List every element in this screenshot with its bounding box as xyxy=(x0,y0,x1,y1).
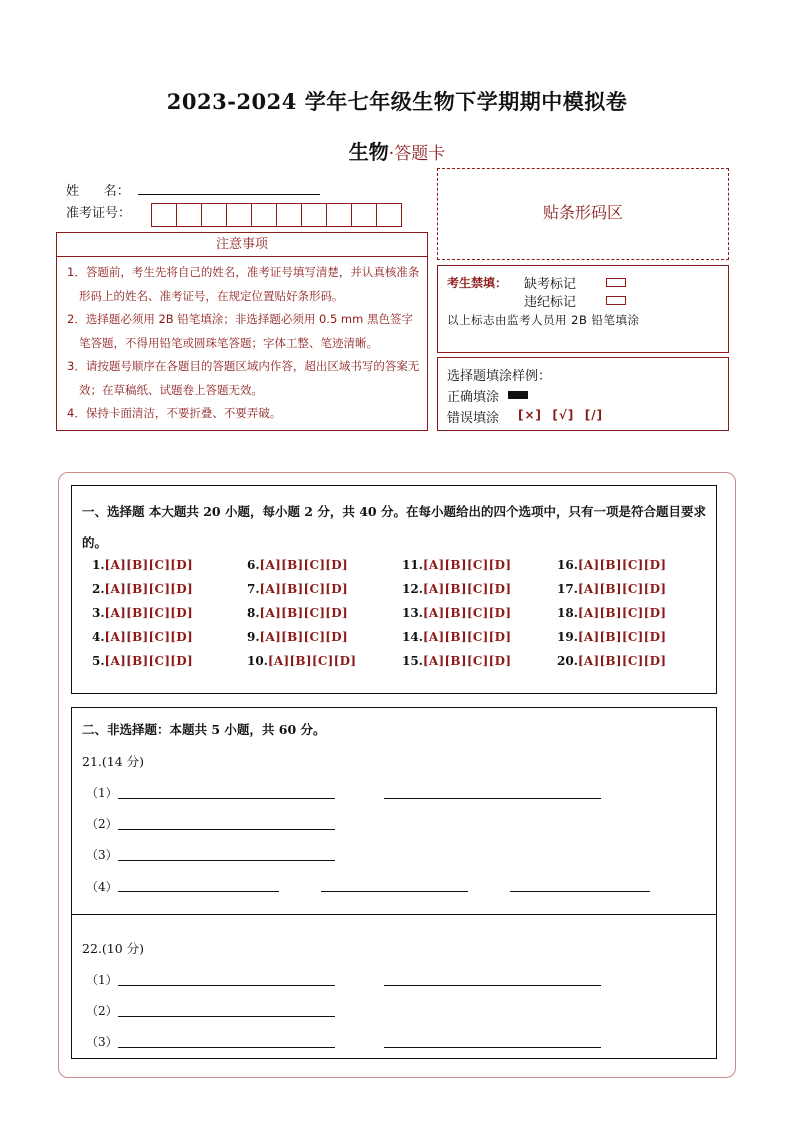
choice-options[interactable]: [A][B][C][D] xyxy=(259,606,348,620)
exam-number-digit-box[interactable] xyxy=(251,203,277,227)
choice-question-number: 5. xyxy=(92,654,105,668)
choice-options[interactable]: [A][B][C][D] xyxy=(267,654,357,668)
answer-line[interactable] xyxy=(384,1047,601,1048)
choice-question-number: 18. xyxy=(557,606,578,620)
exam-number-digit-box[interactable] xyxy=(376,203,402,227)
answer-line[interactable] xyxy=(384,798,601,799)
choice-options[interactable]: [A][B][C][D] xyxy=(577,654,667,668)
subject-title xyxy=(0,136,794,165)
choice-question-15[interactable] xyxy=(402,654,511,668)
page-title: 2023-2024 学年七年级生物下学期期中模拟卷 xyxy=(166,89,628,114)
choice-options[interactable]: [A][B][C][D] xyxy=(422,654,512,668)
choice-question-number: 15. xyxy=(402,654,423,668)
notice-item: 3．请按题号顺序在各题目的答题区域内作答，超出区域书写的答案无效；在草稿纸、试题卷上答题无效。 xyxy=(67,359,420,397)
notice-item: 4．保持卡面清洁，不要折叠、不要弄破。 xyxy=(67,406,282,420)
answer-line[interactable] xyxy=(384,985,601,986)
choice-question-number: 8. xyxy=(247,606,260,620)
question-21-part-1-label: （1） xyxy=(86,786,118,800)
choice-question-number: 4. xyxy=(92,630,105,644)
question-21-part-2-label: （2） xyxy=(86,817,118,831)
choice-question-17[interactable] xyxy=(557,582,666,596)
choice-question-number: 3. xyxy=(92,606,105,620)
choice-question-number: 14. xyxy=(402,630,423,644)
answer-line[interactable] xyxy=(118,985,335,986)
choice-question-4[interactable] xyxy=(92,630,193,644)
choice-question-number: 7. xyxy=(247,582,260,596)
proctor-only-label: 考生禁填： xyxy=(447,276,508,290)
choice-options[interactable]: [A][B][C][D] xyxy=(577,582,667,596)
choice-options[interactable]: [A][B][C][D] xyxy=(259,582,348,596)
answer-line[interactable] xyxy=(321,891,468,892)
choice-options[interactable]: [A][B][C][D] xyxy=(259,558,348,572)
choice-options[interactable]: [A][B][C][D] xyxy=(422,558,512,572)
exam-number-digit-box[interactable] xyxy=(151,203,177,227)
choice-options[interactable]: [A][B][C][D] xyxy=(259,630,348,644)
answer-line[interactable] xyxy=(118,829,335,830)
exam-number-digit-box[interactable] xyxy=(226,203,252,227)
choice-options[interactable]: [A][B][C][D] xyxy=(104,606,193,620)
absent-mark-box[interactable] xyxy=(606,278,626,287)
name-field[interactable] xyxy=(138,194,320,195)
question-22-part-3-label: （3） xyxy=(86,1035,118,1049)
answer-line[interactable] xyxy=(118,1016,335,1017)
question-22-part-2-label: （2） xyxy=(86,1004,118,1018)
question-22-title: 22.(10 分) xyxy=(82,941,145,956)
exam-number-digit-box[interactable] xyxy=(326,203,352,227)
exam-number-digit-box[interactable] xyxy=(301,203,327,227)
choice-question-11[interactable] xyxy=(402,558,511,572)
wrong-fill-label: 错误填涂 xyxy=(447,411,500,426)
choice-question-number: 20. xyxy=(557,654,578,668)
choice-options[interactable]: [A][B][C][D] xyxy=(104,558,193,572)
choice-question-number: 11. xyxy=(402,558,423,572)
question-21-title: 21.(14 分) xyxy=(82,754,145,769)
answer-line[interactable] xyxy=(118,860,335,861)
answer-line[interactable] xyxy=(510,891,650,892)
choice-question-18[interactable] xyxy=(557,606,666,620)
choice-question-2[interactable] xyxy=(92,582,193,596)
proctor-only-panel xyxy=(437,265,729,353)
answer-line[interactable] xyxy=(118,798,335,799)
answer-line[interactable] xyxy=(118,891,279,892)
choice-options[interactable]: [A][B][C][D] xyxy=(104,582,193,596)
choice-question-number: 16. xyxy=(557,558,578,572)
correct-fill-label: 正确填涂 xyxy=(447,390,500,405)
choice-options[interactable]: [A][B][C][D] xyxy=(422,582,512,596)
question-21-part-3-label: （3） xyxy=(86,848,118,862)
choice-question-19[interactable] xyxy=(557,630,666,644)
correct-fill-mark xyxy=(508,391,528,399)
fill-sample-panel xyxy=(437,357,729,431)
notice-list xyxy=(57,257,427,426)
choice-question-number: 9. xyxy=(247,630,260,644)
choice-question-9[interactable] xyxy=(247,630,348,644)
exam-number-digit-box[interactable] xyxy=(351,203,377,227)
free-response-section xyxy=(71,707,717,1059)
multiple-choice-section xyxy=(71,485,717,694)
choice-question-number: 10. xyxy=(247,654,268,668)
choice-options[interactable]: [A][B][C][D] xyxy=(422,606,512,620)
exam-number-digit-box[interactable] xyxy=(276,203,302,227)
choice-question-6[interactable] xyxy=(247,558,348,572)
choice-question-20[interactable] xyxy=(557,654,666,668)
choice-question-8[interactable] xyxy=(247,606,348,620)
notice-panel xyxy=(56,232,428,431)
question-21-part-4-label: （4） xyxy=(86,880,118,894)
notice-item: 1．答题前，考生先将自己的姓名，准考证号填写清楚，并认真核准条形码上的姓名、准考证号，在规定位置贴好条形码。 xyxy=(67,265,420,303)
choice-question-number: 17. xyxy=(557,582,578,596)
subject-name: 生物 xyxy=(348,140,389,164)
choice-options[interactable]: [A][B][C][D] xyxy=(422,630,512,644)
choice-question-5[interactable] xyxy=(92,654,193,668)
choice-options[interactable]: [A][B][C][D] xyxy=(577,630,667,644)
multiple-choice-heading: 一、选择题 本大题共 20 小题，每小题 2 分，共 40 分。在每小题给出的四个选项中，只有一项是符合题目要求的。 xyxy=(82,504,706,550)
choice-question-1[interactable] xyxy=(92,558,193,572)
barcode-area: 贴条形码区 xyxy=(437,168,729,260)
exam-number-label: 准考证号： xyxy=(66,206,132,221)
subject-suffix: ·答题卡 xyxy=(388,144,446,164)
choice-question-14[interactable] xyxy=(402,630,511,644)
choice-question-3[interactable] xyxy=(92,606,193,620)
question-divider xyxy=(72,914,716,915)
choice-question-number: 12. xyxy=(402,582,423,596)
question-22-part-1-label: （1） xyxy=(86,973,118,987)
free-response-heading: 二、非选择题：本题共 5 小题，共 60 分。 xyxy=(82,722,326,737)
choice-question-number: 1. xyxy=(92,558,105,572)
exam-number-digit-box[interactable] xyxy=(201,203,227,227)
notice-item: 2．选择题必须用 2B 铅笔填涂；非选择题必须用 0.5 mm 黑色签字笔答题，不得用铅笔或圆珠笔答题；字体工整、笔迹清晰。 xyxy=(67,312,413,350)
choice-options[interactable]: [A][B][C][D] xyxy=(577,558,667,572)
wrong-fill-marks: [×] [√] [/] xyxy=(518,408,604,422)
choice-question-number: 19. xyxy=(557,630,578,644)
choice-question-number: 13. xyxy=(402,606,423,620)
exam-number-digit-box[interactable] xyxy=(176,203,202,227)
exam-number-boxes[interactable] xyxy=(151,203,401,227)
proctor-note: 以上标志由监考人员用 2B 铅笔填涂 xyxy=(447,313,640,327)
answer-line[interactable] xyxy=(118,1047,335,1048)
choice-options[interactable]: [A][B][C][D] xyxy=(577,606,667,620)
choice-question-13[interactable] xyxy=(402,606,511,620)
choice-question-number: 2. xyxy=(92,582,105,596)
choice-question-10[interactable] xyxy=(247,654,356,668)
choice-options[interactable]: [A][B][C][D] xyxy=(104,654,193,668)
choice-question-12[interactable] xyxy=(402,582,511,596)
notice-title: 注意事项 xyxy=(57,233,427,257)
choice-question-number: 6. xyxy=(247,558,260,572)
choice-question-16[interactable] xyxy=(557,558,666,572)
violation-mark-label: 违纪标记 xyxy=(524,295,577,310)
choice-options[interactable]: [A][B][C][D] xyxy=(104,630,193,644)
fill-sample-title: 选择题填涂样例： xyxy=(447,369,552,384)
absent-mark-label: 缺考标记 xyxy=(524,277,577,292)
choice-question-7[interactable] xyxy=(247,582,348,596)
name-label: 姓 名： xyxy=(66,184,130,199)
violation-mark-box[interactable] xyxy=(606,296,626,305)
